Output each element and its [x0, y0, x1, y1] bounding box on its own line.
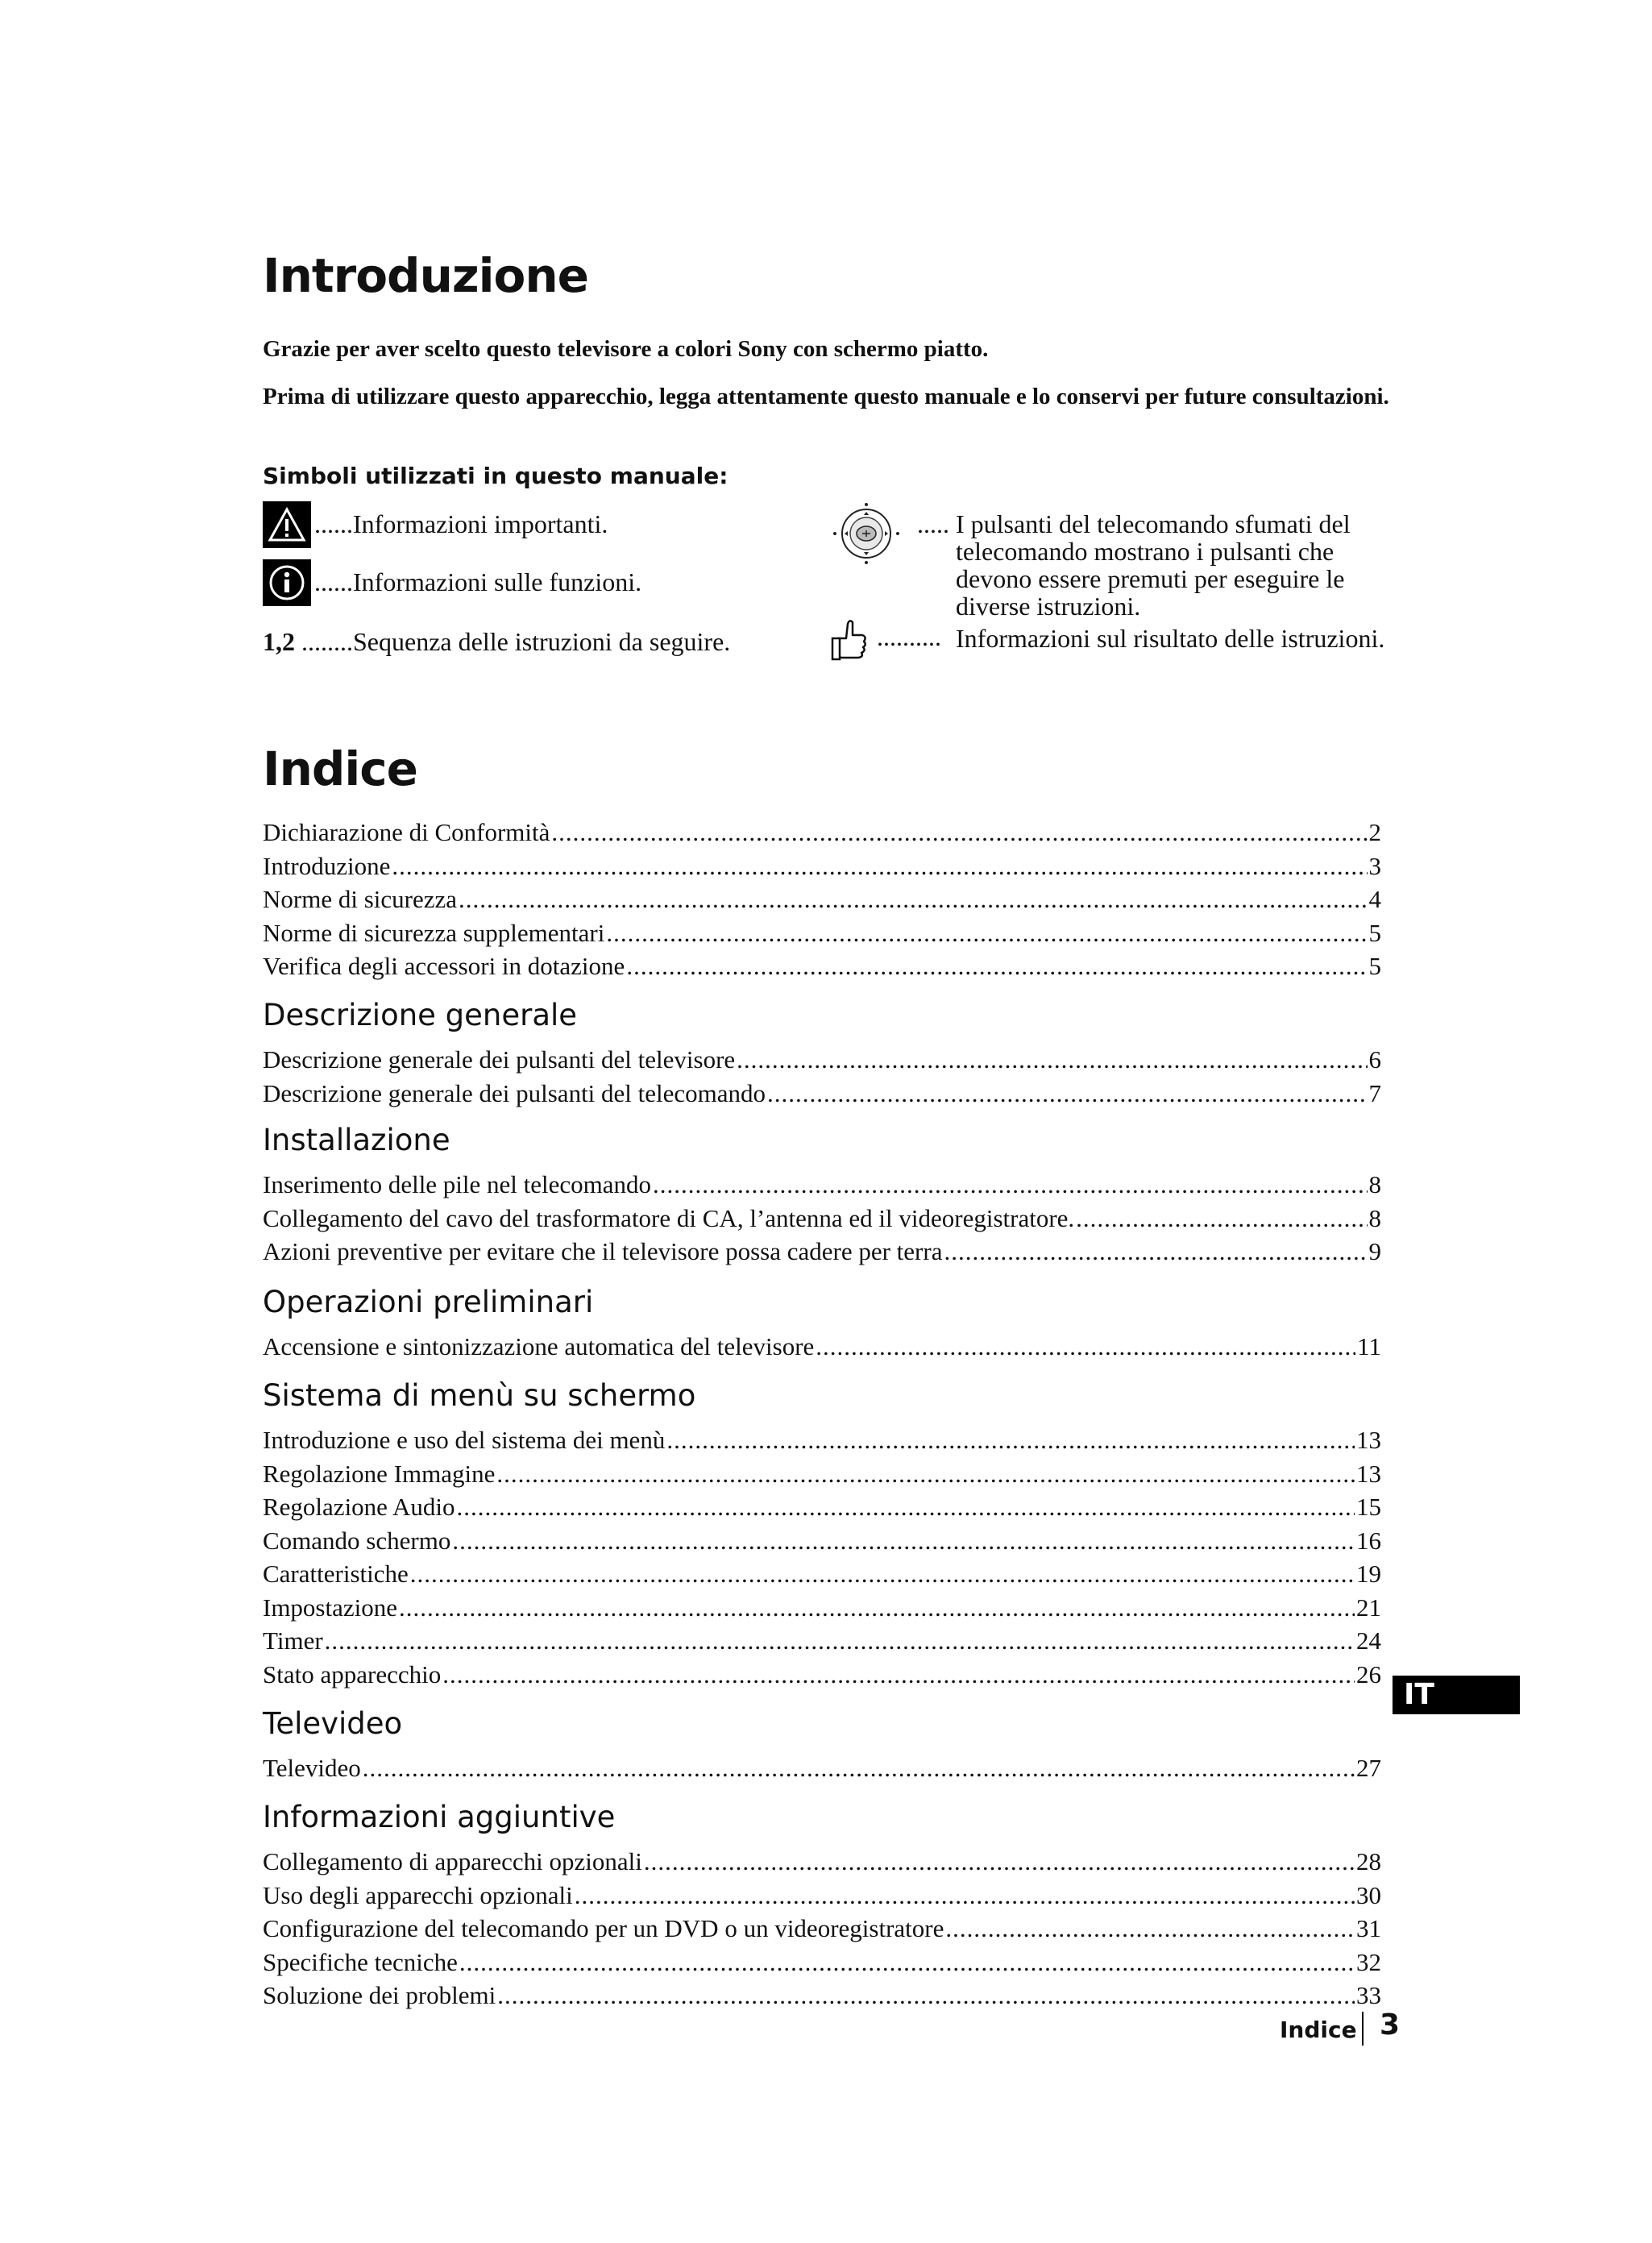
symbol-info-dots: ......: [314, 567, 353, 596]
page-number: 3: [1380, 2008, 1401, 2042]
remote-control-pad-icon: [830, 501, 903, 566]
toc-entry[interactable]: Collegamento del cavo del trasformatore di CA, l’antenna ed il videoregistratore. ..... 8: [263, 1202, 1381, 1236]
toc-group-televideo: [263, 1751, 1381, 1785]
warning-triangle-icon: [263, 501, 311, 548]
toc-entry[interactable]: Timer ..... 24: [263, 1624, 1381, 1658]
toc-entry[interactable]: Norme di sicurezza supplementari ..... 5: [263, 916, 1381, 950]
intro-lead-thanks: Grazie per aver scelto questo televisore a colori Sony con schermo piatto.: [263, 336, 989, 362]
symbols-heading: Simboli utilizzati in questo manuale:: [263, 463, 728, 489]
toc-group-operazioni: [263, 1330, 1381, 1364]
language-tab: IT: [1393, 1676, 1520, 1714]
toc-entry[interactable]: Soluzione dei problemi ..... 33: [263, 1979, 1381, 2012]
symbol-info-entry: [314, 567, 641, 596]
symbol-sequence-text: Sequenza delle istruzioni da seguire.: [353, 627, 731, 656]
toc-entry[interactable]: Introduzione ..... 3: [263, 849, 1381, 883]
toc-entry[interactable]: Televideo ..... 27: [263, 1751, 1381, 1785]
toc-entry[interactable]: Norme di sicurezza ..... 4: [263, 883, 1381, 916]
toc-entry[interactable]: Regolazione Immagine ..... 13: [263, 1457, 1381, 1491]
toc-entry[interactable]: Stato apparecchio ..... 26: [263, 1658, 1381, 1692]
toc-section-heading-operazioni: Operazioni preliminari: [263, 1285, 594, 1319]
toc-entry[interactable]: Verifica degli accessori in dotazione ..... 5: [263, 949, 1381, 983]
toc-group-aggiuntive: [263, 1845, 1381, 2012]
toc-entry[interactable]: Descrizione generale dei pulsanti del telecomando ..... 7: [263, 1077, 1381, 1111]
toc-entry[interactable]: Impostazione ..... 21: [263, 1591, 1381, 1625]
symbol-result-dots: ..........: [877, 622, 941, 651]
intro-lead-read-manual: Prima di utilizzare questo apparecchio, legga attentamente questo manuale e lo conservi per future consultazioni.: [263, 384, 1389, 409]
thumbs-up-icon: [830, 617, 869, 664]
footer-divider: [1362, 2012, 1364, 2046]
intro-title: Introduzione: [263, 248, 588, 303]
toc-entry[interactable]: Collegamento di apparecchi opzionali ..... 28: [263, 1845, 1381, 1879]
toc-group-menu: [263, 1423, 1381, 1691]
symbol-remote-text: I pulsanti del telecomando sfumati del telecomando mostrano i pulsanti che devono essere premuti per eseguire le diverse istruzioni.: [956, 509, 1351, 621]
toc-entry[interactable]: Specifiche tecniche ..... 32: [263, 1946, 1381, 1979]
toc-entry[interactable]: Caratteristiche ..... 19: [263, 1557, 1381, 1591]
toc-entry[interactable]: Accensione e sintonizzazione automatica del televisore ..... 11: [263, 1330, 1381, 1364]
toc-section-heading-menu: Sistema di menù su schermo: [263, 1378, 696, 1413]
toc-section-heading-televideo: Televideo: [263, 1706, 403, 1741]
symbol-result-entry: [877, 622, 1401, 654]
footer-section-label: Indice: [1280, 2017, 1357, 2043]
toc-entry[interactable]: Configurazione del telecomando per un DVD o un videoregistratore ..... 31: [263, 1912, 1381, 1946]
toc-section-heading-aggiuntive: Informazioni aggiuntive: [263, 1800, 616, 1834]
indice-title: Indice: [263, 741, 417, 796]
symbol-warning-text: Informazioni importanti.: [353, 509, 608, 538]
symbol-remote-entry: [917, 510, 1401, 620]
toc-entry[interactable]: Azioni preventive per evitare che il televisore possa cadere per terra ..... 9: [263, 1235, 1381, 1269]
toc-section-heading-installazione: Installazione: [263, 1123, 450, 1157]
symbol-info-text: Informazioni sulle funzioni.: [353, 567, 642, 596]
symbol-warning-entry: [314, 509, 608, 538]
toc-entry[interactable]: Descrizione generale dei pulsanti del televisore ..... 6: [263, 1043, 1381, 1077]
symbol-result-text: Informazioni sul risultato delle istruzioni.: [956, 624, 1385, 653]
toc-entry[interactable]: Introduzione e uso del sistema dei menù ..... 13: [263, 1423, 1381, 1457]
toc-group-general: [263, 816, 1381, 983]
toc-group-descrizione: [263, 1043, 1381, 1110]
toc-entry[interactable]: Inserimento delle pile nel telecomando ..... 8: [263, 1168, 1381, 1202]
symbol-remote-dots: .....: [917, 509, 949, 538]
toc-entry[interactable]: Regolazione Audio ..... 15: [263, 1490, 1381, 1524]
toc-section-heading-descrizione: Descrizione generale: [263, 998, 578, 1032]
toc-entry[interactable]: Uso degli apparecchi opzionali ..... 30: [263, 1879, 1381, 1913]
symbol-sequence-entry: [263, 627, 730, 656]
info-icon: [263, 559, 311, 606]
toc-group-installazione: [263, 1168, 1381, 1269]
toc-entry[interactable]: Dichiarazione di Conformità ..... 2: [263, 816, 1381, 849]
symbol-sequence-dots: ........: [295, 627, 353, 656]
symbol-warning-dots: ......: [314, 509, 353, 538]
symbol-sequence-key: 1,2: [263, 627, 295, 656]
toc-entry[interactable]: Comando schermo ..... 16: [263, 1524, 1381, 1558]
